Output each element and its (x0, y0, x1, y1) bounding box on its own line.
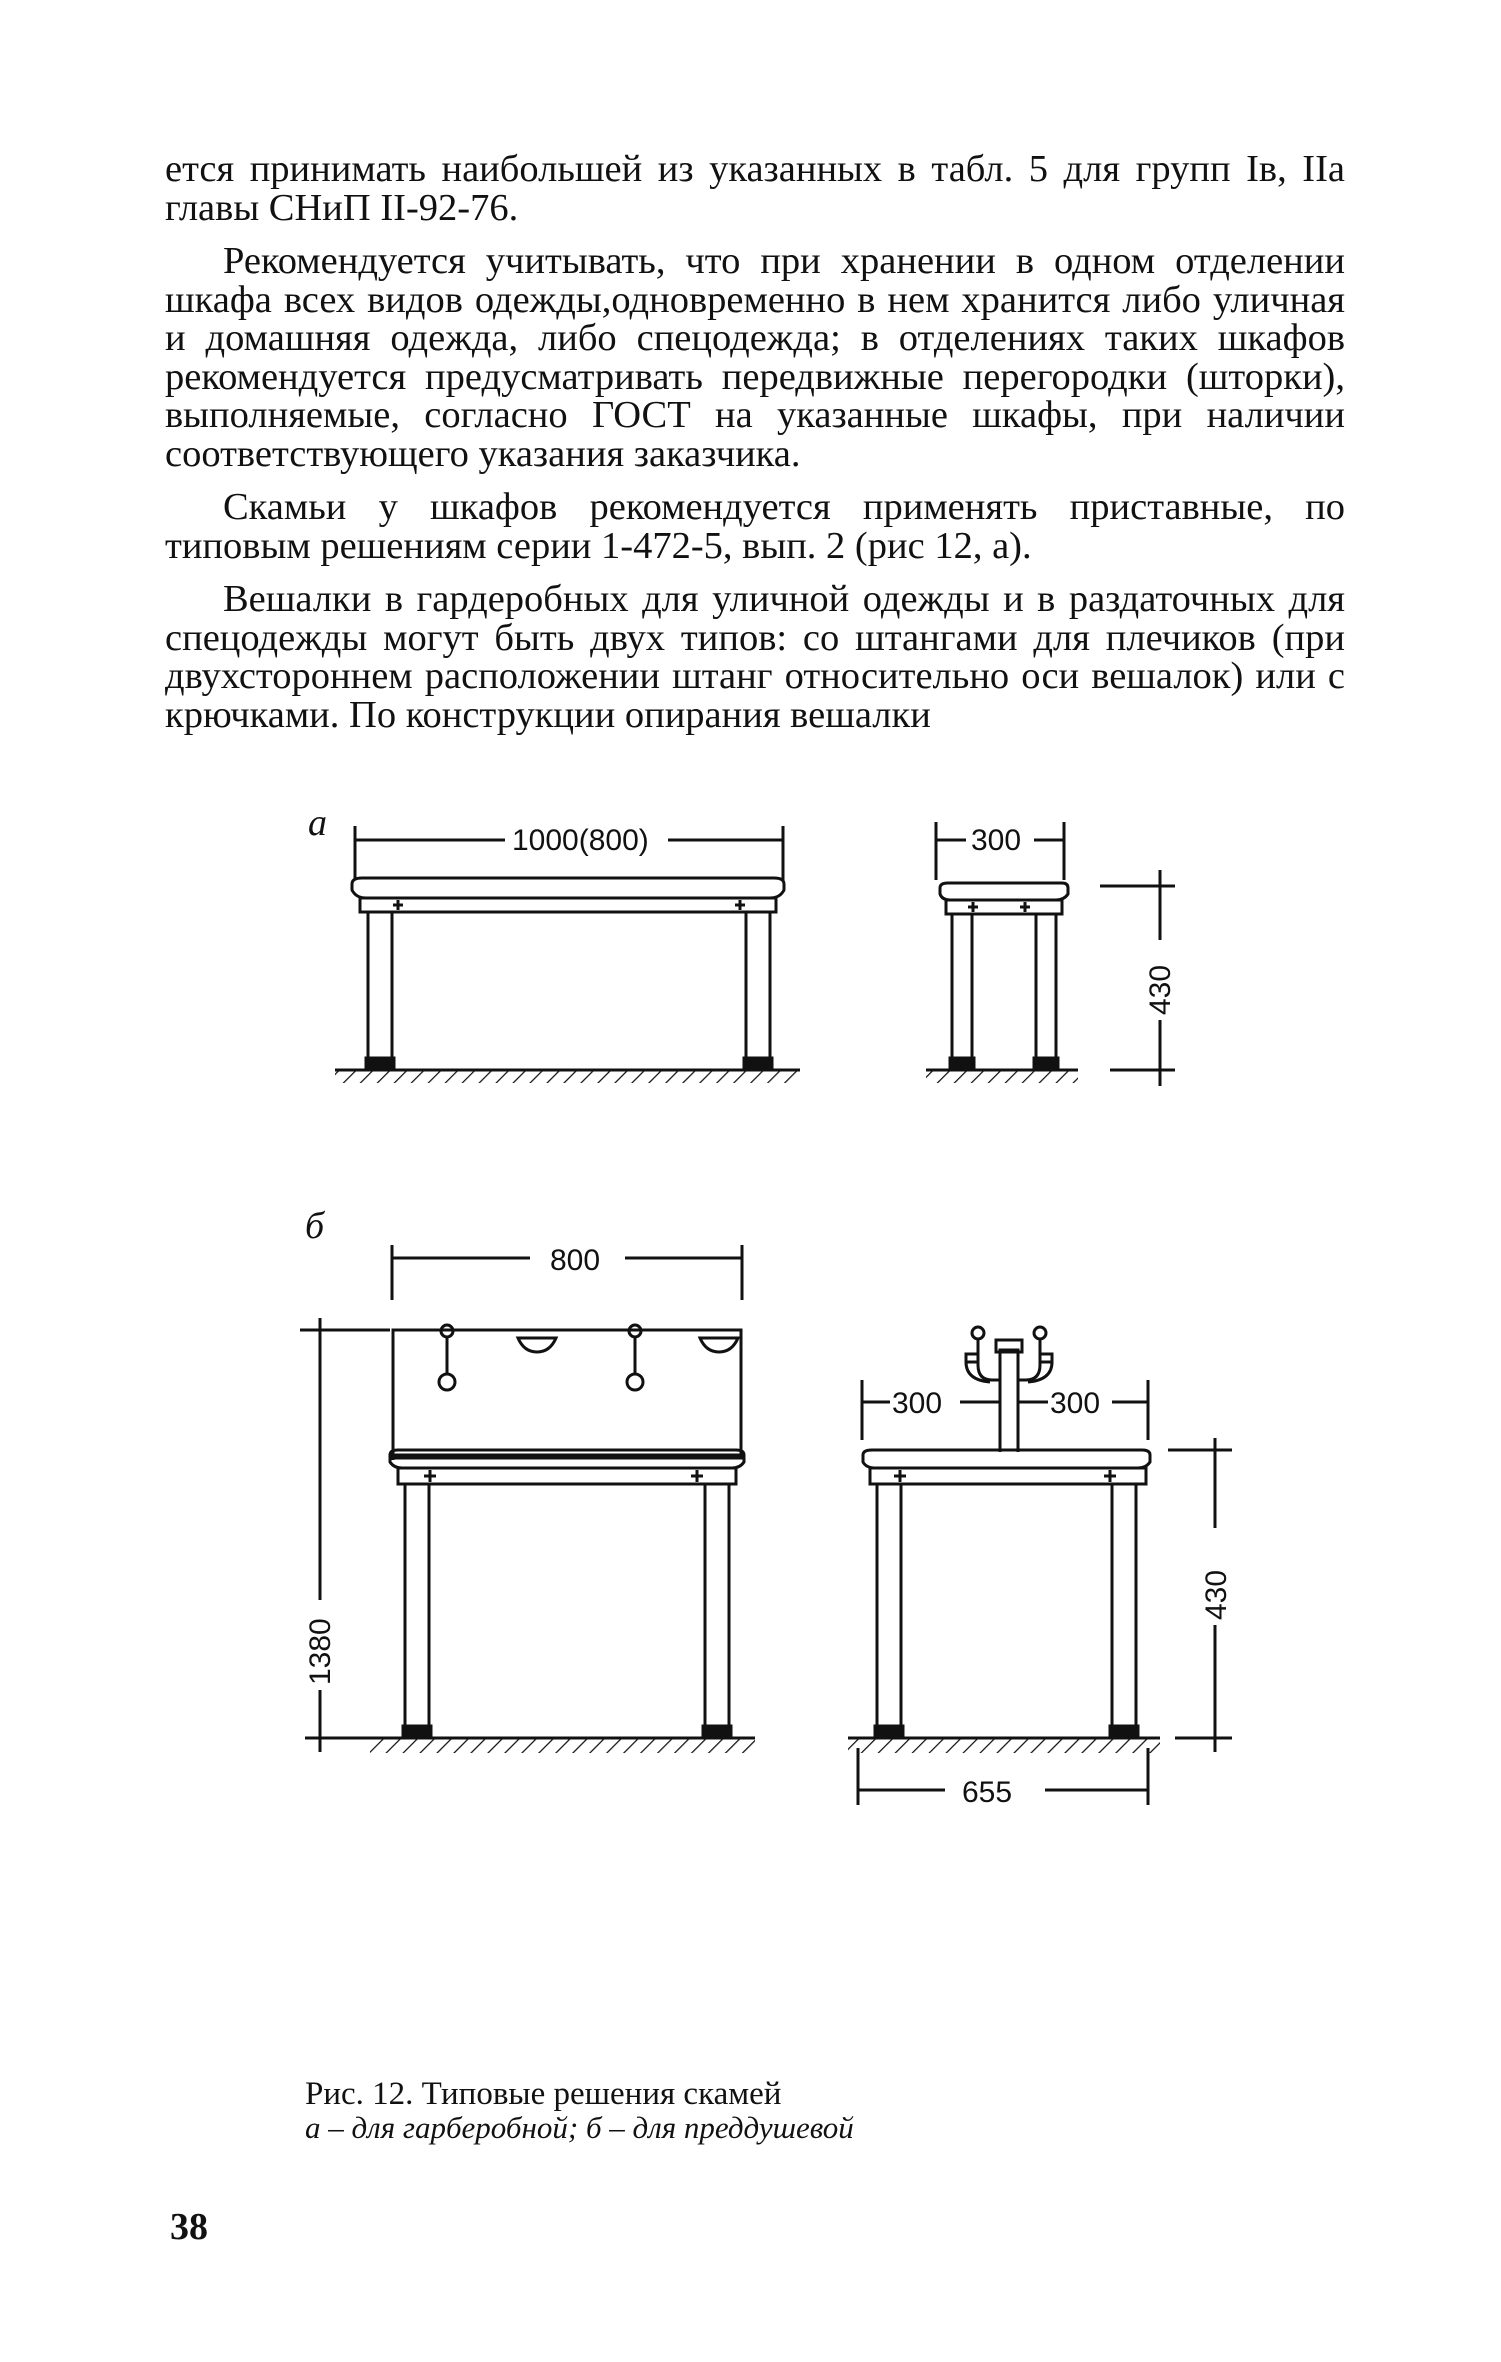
dim-a-height: 430 (1144, 964, 1177, 1015)
paragraph-1: ется принимать наибольшей из указанных в табл. 5 для групп Iв, IIа главы СНиП II-92-76. (165, 148, 1345, 229)
dim-a-length: 1000(800) (512, 824, 649, 857)
paragraph-3: Скамьи у шкафов рекомендуется применять приставные, по типовым решениям серии 1-472-5, вып. 2 (рис 12, а). (165, 486, 1345, 567)
label-b: б (305, 1205, 325, 1247)
seat-b-leg-left (405, 1484, 429, 1726)
bench-b-side-view (848, 1327, 1233, 1809)
dim-b-total-height: 1380 (304, 1618, 337, 1685)
dim-b-total-depth: 655 (962, 1776, 1013, 1809)
caption-subtitle: а – для гарберобной; б – для преддушевой (305, 2110, 854, 2145)
seat-b-side (863, 1450, 1150, 1468)
dim-b-width: 800 (550, 1244, 601, 1277)
bench-b-drawing (390, 1330, 744, 1468)
bench-b-detail (300, 1318, 1233, 1809)
back-panel-top (393, 1330, 741, 1455)
figure-caption (305, 2077, 854, 2145)
dim-b-left-depth: 300 (892, 1387, 943, 1420)
dim-b-right-depth: 300 (1050, 1387, 1101, 1420)
bench-b-front-view (392, 1244, 742, 1460)
caption-title: Рис. 12. Типовые решения скамей (305, 2076, 782, 2112)
paragraph-2: Рекомендуется учитывать, что при хранении в одном отделении шкафа всех видов одежды,одновременно в нем хранится либо уличная и домашняя одежда, либо спецодежда; в отделениях таких шкафов рекомендуется предусматривать передвижные перегородки (шторки), выполняемые, согласно ГОСТ на указанные шкафы, при наличии соответствующего указания заказчика. (165, 240, 1345, 475)
seat-b-side-leg-left (877, 1484, 901, 1726)
bench-a-front-view (335, 824, 800, 1083)
seat-b-frame (398, 1468, 736, 1484)
seat-b-side-leg-right (1112, 1484, 1136, 1726)
coat-stand-pole (1000, 1350, 1018, 1450)
seat-b-leg-right (705, 1484, 729, 1726)
dim-b-seat-height: 430 (1200, 1569, 1233, 1620)
dim-a-width: 300 (971, 824, 1022, 857)
bench-a-side-view (926, 822, 1177, 1086)
paragraph-4: Вешалки в гардеробных для уличной одежды и в раздаточных для спецодежды могут быть двух типов: со штангами для плечиков (при двухстороннем расположении штанг относительно оси вешалок) или с крючками. По конструкции опирания вешалки (165, 578, 1345, 736)
label-a: а (308, 802, 327, 844)
page-number: 38 (170, 2206, 208, 2248)
